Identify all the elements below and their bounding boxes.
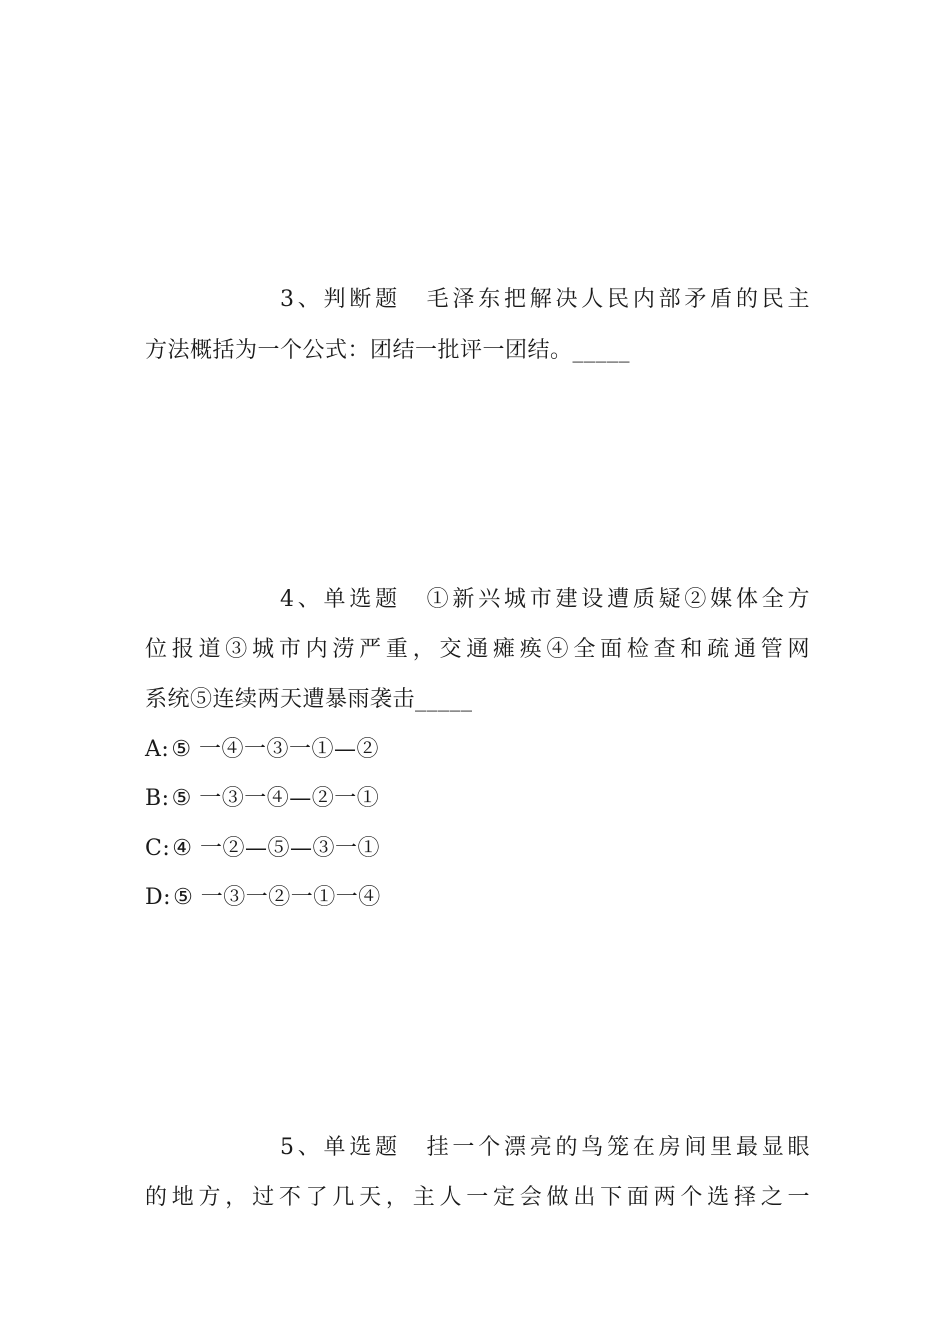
question-5-line-2: 的地方，过不了几天，主人一定会做出下面两个选择之一 — [145, 1185, 810, 1210]
question-5-line-1: 5、单选题 挂一个漂亮的鸟笼在房间里最显眼 — [280, 1135, 810, 1160]
option-b-text: ⑤ 一③一④—②一① — [171, 786, 380, 811]
option-d-text: ⑤ 一③一②一①一④ — [173, 885, 381, 910]
option-c-letter: C: — [145, 836, 171, 861]
option-a — [145, 736, 379, 764]
option-d-letter: D: — [145, 885, 172, 910]
option-c — [145, 835, 380, 863]
option-a-text: ⑤ 一④一③一①—② — [171, 737, 380, 762]
option-b — [145, 785, 379, 813]
question-3-line-2: 方法概括为一个公式：团结一批评一团结。_____ — [145, 338, 631, 363]
question-4-line-1: 4、单选题 ①新兴城市建设遭质疑②媒体全方 — [280, 587, 810, 612]
option-a-letter: A: — [145, 737, 170, 762]
option-d — [145, 884, 381, 912]
question-4-line-3: 系统⑤连续两天遭暴雨袭击_____ — [145, 687, 473, 712]
question-4-line-2: 位报道③城市内涝严重，交通瘫痪④全面检查和疏通管网 — [145, 637, 810, 662]
option-c-text: ④ 一②—⑤—③一① — [172, 836, 380, 861]
option-b-letter: B: — [145, 786, 170, 811]
question-3-line-1: 3、判断题 毛泽东把解决人民内部矛盾的民主 — [280, 287, 810, 312]
